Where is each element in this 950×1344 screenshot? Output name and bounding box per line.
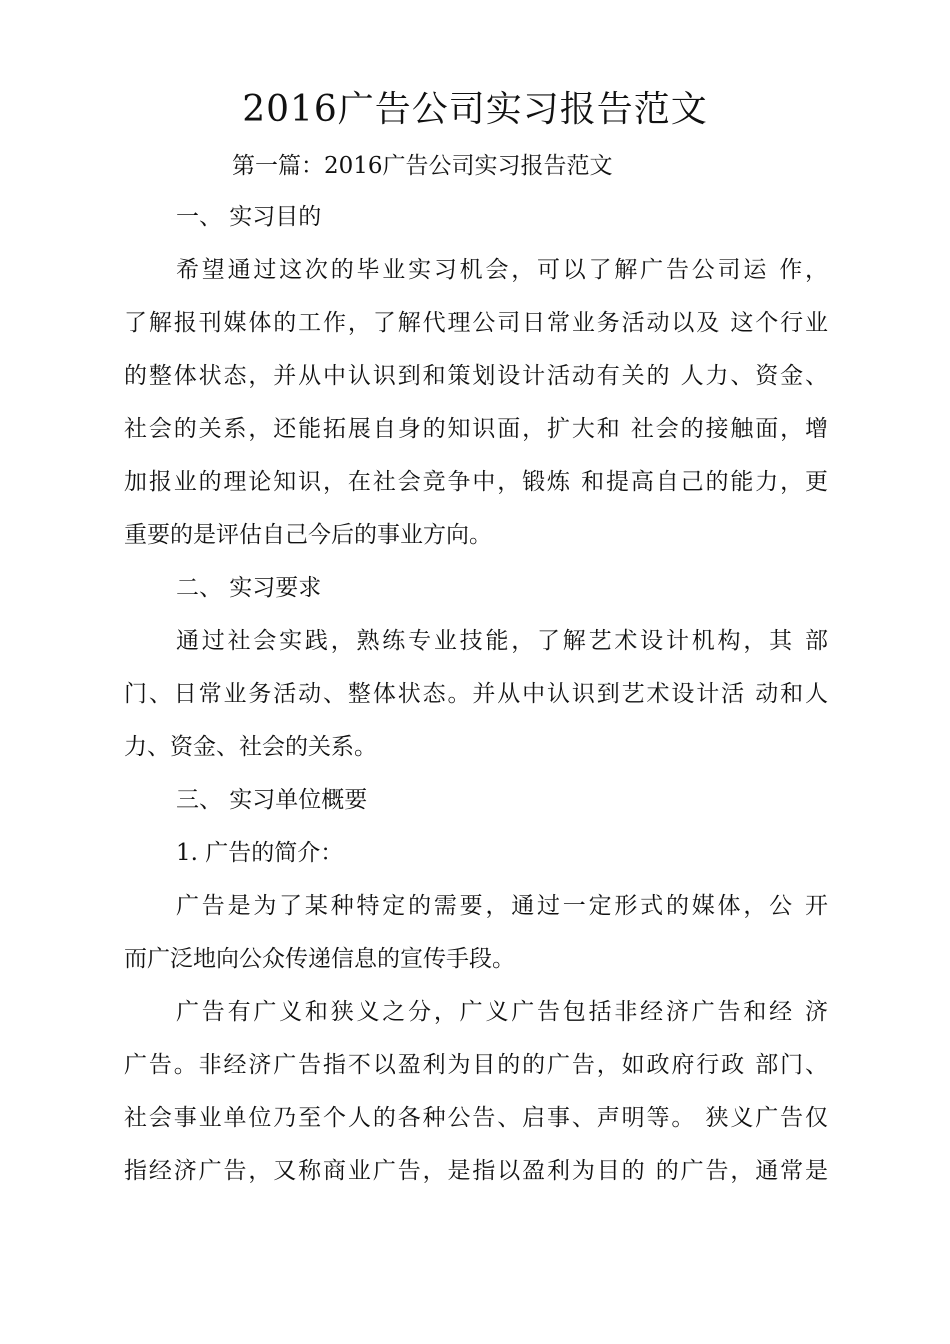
- paragraph-line: 广告。非经济广告指不以盈利为目的的广告，如政府行政 部门、: [124, 1052, 828, 1078]
- paragraph-line: 力、资金、社会的关系。: [124, 734, 377, 760]
- paragraph-line: 广告是为了某种特定的需要，通过一定形式的媒体，公 开: [176, 893, 828, 919]
- paragraph-line: 门、日常业务活动、整体状态。并从中认识到艺术设计活 动和人: [124, 681, 828, 707]
- document-subtitle: 第一篇：2016广告公司实习报告范文: [232, 153, 613, 179]
- paragraph-line: 了解报刊媒体的工作，了解代理公司日常业务活动以及 这个行业: [124, 310, 828, 336]
- paragraph-line: 广告有广义和狭义之分，广义广告包括非经济广告和经 济: [176, 999, 828, 1025]
- paragraph-line: 希望通过这次的毕业实习机会，可以了解广告公司运 作，: [176, 257, 828, 283]
- paragraph-line: 社会的关系，还能拓展自身的知识面，扩大和 社会的接触面，增: [124, 416, 828, 442]
- paragraph-line: 社会事业单位乃至个人的各种公告、启事、声明等。 狭义广告仅: [124, 1105, 828, 1131]
- paragraph-line: 重要的是评估自己今后的事业方向。: [124, 522, 492, 548]
- section-heading-requirements: 二、 实习要求: [176, 575, 322, 601]
- paragraph-line: 的整体状态，并从中认识到和策划设计活动有关的 人力、资金、: [124, 363, 828, 389]
- paragraph-line: 指经济广告，又称商业广告，是指以盈利为目的 的广告，通常是: [124, 1158, 828, 1184]
- section-heading-overview: 三、 实习单位概要: [176, 787, 368, 813]
- paragraph-line: 加报业的理论知识，在社会竞争中，锻炼 和提高自己的能力，更: [124, 469, 828, 495]
- paragraph-line: 通过社会实践，熟练专业技能，了解艺术设计机构，其 部: [176, 628, 828, 654]
- paragraph-line: 而广泛地向公众传递信息的宣传手段。: [124, 946, 515, 972]
- subsection-heading: 1. 广告的简介：: [176, 840, 344, 866]
- document-title: 2016广告公司实习报告范文: [242, 89, 708, 130]
- section-heading-purpose: 一、 实习目的: [176, 204, 322, 230]
